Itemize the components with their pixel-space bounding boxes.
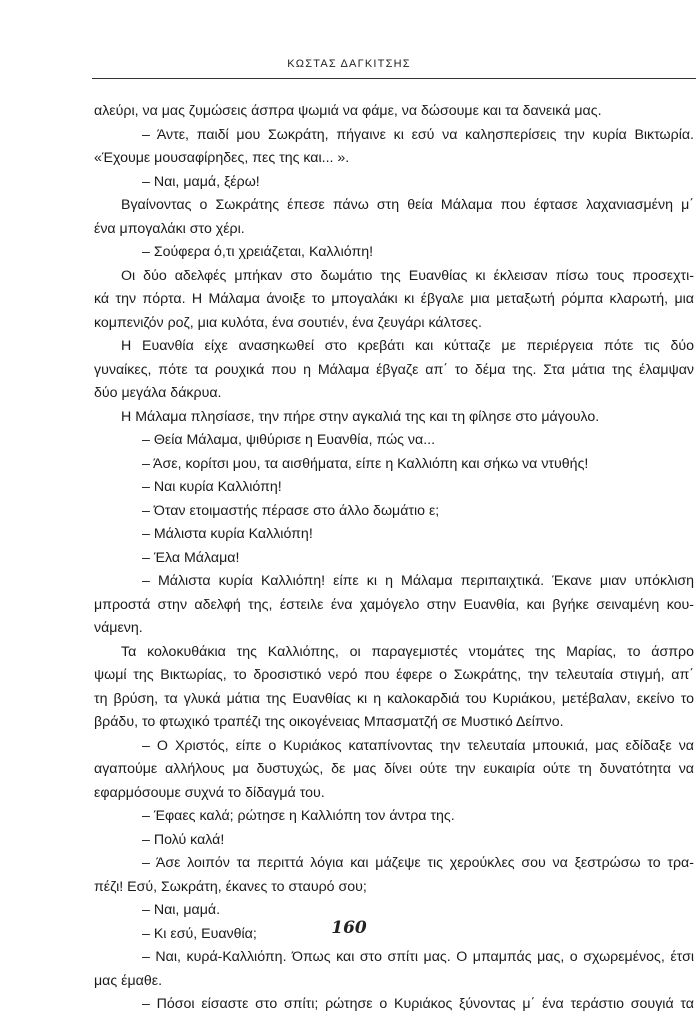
text-line: – Ναι, μαμά, ξέρω! [142,173,260,190]
text-line: – Άντε, παιδί μου Σωκράτη, πήγαινε κι εσύ να καλησπερίσεις την κυρία Βικτωρία. [142,126,694,143]
text-line: – Έλα Μάλαμα! [142,549,240,566]
text-line: – Ναι, μαμά. [142,902,221,918]
text-line: μας έμαθε. [94,972,163,989]
text-line: – Άσε λοιπόν τα περιττά λόγια και μάζεψε τις χερούκλες σου να ξεστρώσω το τρα- [142,855,694,871]
text-line: – Πόσοι είσαστε στο σπίτι; ρώτησε ο Κυριάκος ξύνοντας μ΄ ένα τεράστιο σουγιά τα [142,996,694,1012]
text-line: μπροστά στην αδελφή της, έστειλε ένα χαμόγελο στην Ευανθία, και βγήκε σειναμένη κου- [94,596,694,613]
text-line: Οι δύο αδελφές μπήκαν στο δωμάτιο της Ευανθίας κι έκλεισαν πίσω τους προσεχτι- [121,267,694,284]
text-line: αλεύρι, να μας ζυμώσεις άσπρα ψωμιά να φάμε, να δώσουμε και τα δανεικά μας. [94,103,602,119]
text-line: κά την πόρτα. Η Μάλαμα άνοιξε το μπογαλάκι κι έβγαλε μια μεταξωτή ρόμπα κλαρωτή, μια [94,291,694,307]
text-line: Βγαίνοντας ο Σωκράτης έπεσε πάνω στη θεία Μάλαμα που έφτασε λαχανιασμένη μ΄ [121,197,694,213]
text-line: – Κι εσύ, Ευανθία; [142,925,257,942]
text-line: – Ο Χριστός, είπε ο Κυριάκος καταπίνοντας την τελευταία μπουκιά, μας εδίδαξε να [142,737,694,754]
text-line: αγαπούμε αλλήλους μα δυστυχώς, δε μας δίνει ούτε την ευκαιρία ούτε τη δυνατότητα να [94,761,694,777]
text-line: – Ναι, κυρά-Καλλιόπη. Όπως και στο σπίτι μας. Ο μπαμπάς μας, ο σχωρεμένος, έτσι [142,949,694,965]
text-line: – Πολύ καλά! [142,831,225,848]
header-rule [92,78,696,79]
text-line: κομπενιζόν ροζ, μια κυλότα, ένα σουτιέν, ένα ζευγάρι κάλτσες. [94,314,482,331]
text-line: τη βρύση, τα γλυκά μάτια της Ευανθίας κι η καλοκαρδιά του Κυριάκου, μετέβαλαν, εκείνο το [94,690,694,707]
text-line: – Μάλιστα κυρία Καλλιόπη! [142,526,313,542]
page-number: 160 [331,918,367,938]
text-line: ένα μπογαλάκι στο χέρι. [94,220,245,237]
text-line: Τα κολοκυθάκια της Καλλιόπης, οι παραγεμιστές ντομάτες της Μαρίας, το άσπρο [121,643,694,660]
text-line: – Άσε, κορίτσι μου, τα αισθήματα, είπε η Καλλιόπη και σήκω να ντυθής! [142,455,589,472]
text-line: νάμενη. [94,620,143,636]
text-line: γυναίκες, πότε τα ρουχικά που η Μάλαμα έβγαζε απ΄ το δέμα της. Στα μάτια της έλαμψαν [94,361,694,378]
body-text [94,100,694,1017]
text-line: Η Μάλαμα πλησίασε, την πήρε στην αγκαλιά της και τη φίλησε στο μάγουλο. [121,408,600,425]
text-line: ψωμί της Βικτωρίας, το δροσιστικό νερό που έφερε ο Σωκράτης, την τελευταία στιγμή, απ΄ [94,667,694,683]
text-line: Η Ευανθία είχε ανασηκωθεί στο κρεβάτι και κύτταζε με περιέργεια πότε τις δύο [121,338,694,354]
text-line: – Σούφερα ό,τι χρειάζεται, Καλλιόπη! [142,244,374,260]
text-line: «Έχουμε μουσαφίρηδες, πες της και... ». [94,150,350,166]
text-line: δύο μεγάλα δάκρυα. [94,385,222,401]
text-line: πέζι! Εσύ, Σωκράτη, έκανες το σταυρό σου; [94,878,367,895]
text-line: – Όταν ετοιμαστής πέρασε στο άλλο δωμάτιο ε; [142,502,440,519]
text-line: – Ναι κυρία Καλλιόπη! [142,479,282,495]
text-line: – Έφαες καλά; ρώτησε η Καλλιόπη τον άντρα της. [142,808,455,824]
running-header: ΚΩΣΤΑΣ ΔΑΓΚΙΤΣΗΣ [287,58,411,70]
text-line: – Μάλιστα κυρία Καλλιόπη! είπε κι η Μάλαμα περιπαιχτικά. Έκανε μιαν υπόκλιση [142,573,694,589]
text-line: βράδυ, το φτωχικό τραπέζι της οικογένειας Μπασματζή σε Μυστικό Δείπνο. [94,714,564,730]
text-line: εφαρμόσουμε συχνά το δίδαγμά του. [94,784,325,801]
text-line: – Θεία Μάλαμα, ψιθύρισε η Ευανθία, πώς να... [142,432,436,448]
